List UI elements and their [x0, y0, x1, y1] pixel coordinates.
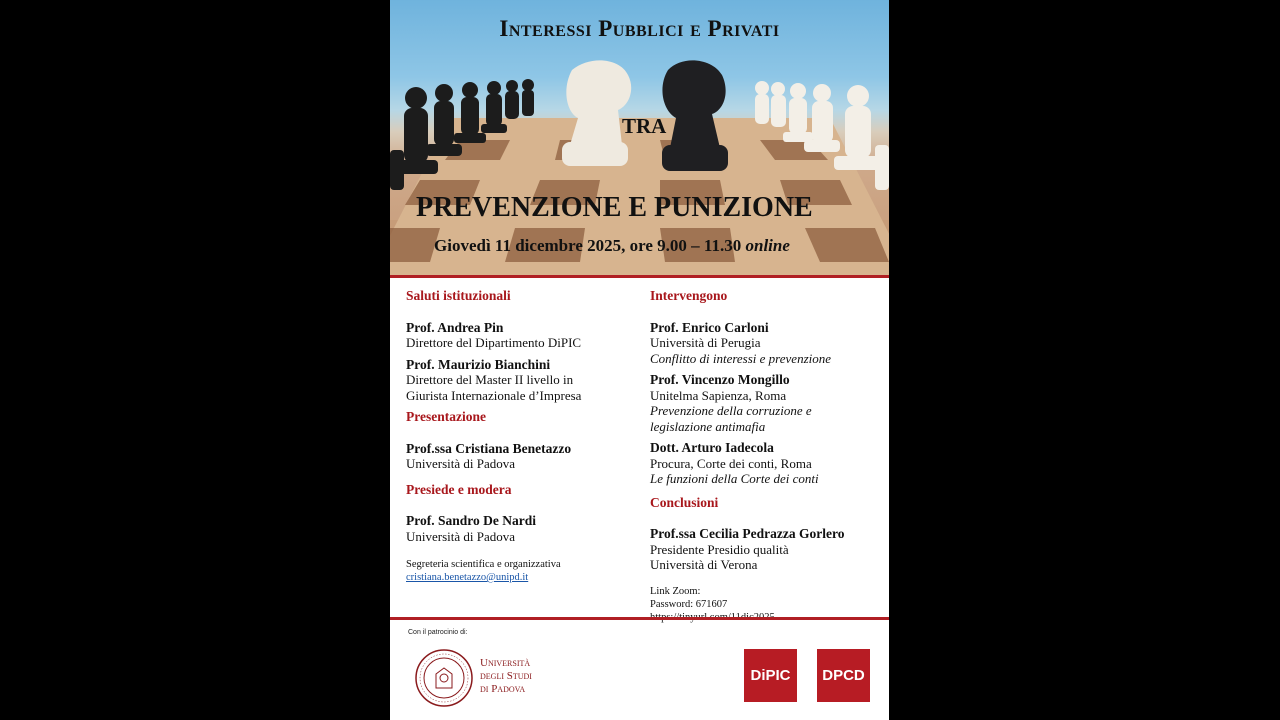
- right-column: [650, 288, 882, 624]
- speaker-block: [650, 320, 882, 367]
- talk-title: Le funzioni della Corte dei conti: [650, 471, 819, 486]
- speaker-affiliation: Unitelma Sapienza, Roma: [650, 387, 787, 403]
- speaker-role: Direttore del Master II livello in: [406, 372, 574, 387]
- section-heading-presiede: Presiede e modera: [406, 481, 512, 497]
- speaker-role: Presidente Presidio qualità: [650, 541, 789, 557]
- speaker-name: Prof. Andrea Pin: [406, 319, 504, 335]
- speaker-name: Dott. Arturo Iadecola: [650, 440, 774, 455]
- bottom-divider: [390, 617, 889, 620]
- section-heading-conclusioni: Conclusioni: [650, 494, 719, 510]
- talk-title: legislazione antimafia: [650, 418, 766, 434]
- dpcd-logo: DPCD: [817, 649, 870, 702]
- secretariat-email-link[interactable]: cristiana.benetazzo@unipd.it: [406, 572, 529, 583]
- speaker-affiliation: Università di Padova: [406, 456, 516, 471]
- speaker-role: Direttore del Dipartimento DiPIC: [406, 335, 582, 350]
- speaker-block: [650, 372, 882, 434]
- speaker-name: Prof.ssa Cecilia Pedrazza Gorlero: [650, 526, 845, 541]
- speaker-block: [406, 441, 626, 472]
- event-mode: online: [745, 236, 790, 255]
- section-heading-presentazione: Presentazione: [406, 409, 486, 424]
- speaker-name: Prof. Enrico Carloni: [650, 319, 769, 335]
- speaker-affiliation: Università di Verona: [650, 557, 758, 572]
- poster-title: Interessi Pubblici e Privati: [499, 16, 780, 41]
- secretariat-label: Segreteria scientifica e organizzativa: [406, 559, 561, 570]
- top-divider: [390, 275, 889, 278]
- poster-header: [390, 0, 889, 275]
- event-date: [434, 236, 790, 256]
- zoom-label: Link Zoom:: [650, 585, 701, 597]
- university-name-line: di Padova: [480, 683, 526, 695]
- section-heading-saluti: Saluti istituzionali: [406, 288, 511, 303]
- dipic-logo: DiPIC: [744, 649, 797, 702]
- university-name-line: degli Studi: [480, 670, 532, 682]
- secretariat: [406, 558, 626, 584]
- patronage-label: Con il patrocinio di:: [408, 629, 468, 636]
- speaker-affiliation: Università di Padova: [406, 528, 516, 544]
- speaker-affiliation: Università di Perugia: [650, 335, 761, 350]
- speaker-name: Prof. Maurizio Bianchini: [406, 356, 551, 372]
- speaker-name: Prof. Sandro De Nardi: [406, 513, 537, 528]
- event-date-text: Giovedì 11 dicembre 2025, ore 9.00 – 11.30: [434, 236, 742, 255]
- section-heading-intervengono: Intervengono: [650, 288, 728, 303]
- poster-subtitle: PREVENZIONE E PUNIZIONE: [416, 192, 813, 223]
- speaker-block: [650, 526, 882, 573]
- speaker-block: [406, 357, 626, 404]
- speaker-block: [406, 320, 626, 351]
- talk-title: Conflitto di interessi e prevenzione: [650, 350, 832, 366]
- zoom-password: Password: 671607: [650, 598, 728, 610]
- event-poster: [390, 0, 889, 720]
- speaker-block: [406, 513, 626, 544]
- university-seal-icon: [414, 648, 474, 708]
- talk-title: Prevenzione della corruzione e: [650, 403, 812, 418]
- speaker-role: Giurista Internazionale d’Impresa: [406, 387, 582, 403]
- title-connector: TRA: [622, 114, 667, 138]
- left-column: [406, 288, 626, 584]
- speaker-affiliation: Procura, Corte dei conti, Roma: [650, 455, 812, 471]
- speaker-name: Prof.ssa Cristiana Benetazzo: [406, 440, 572, 456]
- university-name-line: Università: [480, 657, 531, 669]
- speaker-block: [650, 440, 882, 487]
- speaker-name: Prof. Vincenzo Mongillo: [650, 372, 790, 387]
- university-name: [480, 657, 532, 696]
